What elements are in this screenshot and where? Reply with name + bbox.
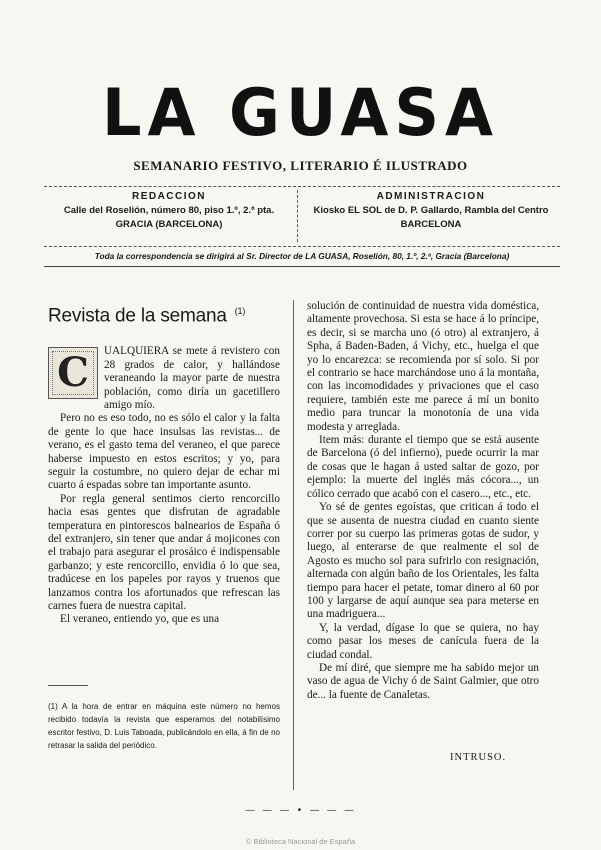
library-watermark: © Biblioteca Nacional de España [245,837,356,846]
bottom-ornament: — — — • — — — [245,805,356,816]
dropcap-ornament [48,347,98,399]
footnote-marker: (1) [234,306,246,316]
header-rule-bottom [44,266,560,267]
redaccion-address: Calle del Roselión, número 80, piso 1.º, 2.ª pta. [63,205,275,216]
author-signature: INTRUSO. [450,752,507,763]
article-right-column [307,300,539,702]
paragraph: Y, la verdad, dígase lo que se quiera, no hay como pasar los meses de canícula fuera de la ciudad condal. [307,621,539,661]
paragraph: Pero no es eso todo, no es sólo el calor y la falta de gente lo que hace insulsas las revistas... de verano, es el gasto tema del veraneo, el que parece haberse impuesto en estos escritos; y yo, para seguir la costumbre, no quiero dejar de echar mi cuarto á espadas sobre tan importante asunto. [48,412,280,492]
administracion-address: Kiosko EL SOL de D. P. Gallardo, Rambla del Centro [313,205,549,216]
masthead-subtitle: SEMANARIO FESTIVO, LITERARIO É ILUSTRADO [133,158,468,173]
paragraph: El veraneo, entiendo yo, que es una [60,613,220,626]
dropcap-letter: C [57,349,89,397]
paragraph: UALQUIERA se mete á revistero con 28 grados de calor, y hallándose veraneando la mayor parte de nuestra población, como diría un gacetillero amigo mío. [104,345,280,411]
article-title [48,300,280,327]
header-rule-middle [44,246,560,247]
administracion-city: BARCELONA [400,219,462,230]
article-title-text: Revista de la semana [48,305,227,327]
administracion-block [300,190,562,232]
administracion-heading: ADMINISTRACION [376,191,486,202]
article-left-column [48,300,280,627]
column-divider [293,300,294,790]
redaccion-heading: REDACCION [131,191,207,202]
paragraph: Yo sé de gentes egoístas, que critican á todo el que se ausenta de nuestra ciudad en cuanto siente correr por su cuerpo las primeras gotas de sudor, y luego, al enterarse de que realmente el sol de Agosto es mucho sol para sufrirlo con resignación, alternada con algún baño de los Orientales, les falta tiempo para hacer el petate, tomar dinero al 60 por 100 y largarse de aquí aunque sea para meterse en una madriguera... [307,501,539,621]
footnote-rule [48,685,88,686]
paragraph: Item más: durante el tiempo que se está ausente de Barcelona (ó del infierno), puede ocurrir la mar de cosas que le hagan á usted saltar de gozo, por ejemplo: la muerte del inglés más cócora..., un cólico cerrado que acabó con el casero..., etc., etc. [307,434,539,500]
masthead-title: LA GUASA [101,74,500,151]
paragraph: Por regla general sentimos cierto rencorcillo hacia esas gentes que disfrutan de agradable temperatura en pintorescos balnearios de España ó del extranjero, sin tener que andar á mojicones con el trabajo para asegurar el prosáico é indispensable garbanzo; y este rencorcillo, envidia ó lo que sea, tradúcese en los papeles por rayos y truenos que lanzamos contra los afortunados que refrescan las carnes fuera de nuestra capital. [48,492,280,613]
correspondence-note: Toda la correspondencia se dirigirá al Sr. Director de LA GUASA, Roselión, 80, 1.º, 2.ª, Gracia (Barcelona) [94,251,510,261]
paragraph: solución de continuidad de nuestra vida doméstica, altamente provechosa. Si esta se hace á lo príncipe, es decir, si se marcha uno (ó otro) al extranjero, á Spha, á Baden-Baden, á Vichy, etc., huelga el que yo lo encarezca: se recomienda por sí solo. Si por el contrario se hace marchándose uno á la montaña, con las incomodidades y privaciones que el caso requiere, también este me parece á mí un bonito medio para truncar la monotonía de una vida modesta y arreglada. [307,300,539,433]
paragraph: De mí diré, que siempre me ha sabido mejor un vaso de agua de Vichy ó de Saint Galmier, que otro de... la fuente de Canaletas. [307,661,539,701]
header-rule-top [44,186,560,187]
header-divider [297,190,298,242]
redaccion-block [44,190,294,232]
redaccion-city: GRACIA (BARCELONA) [115,219,223,230]
footnote: (1) A la hora de entrar en máquina este número no hemos recibido todavía la revista que esperamos del notabilísimo escritor festivo, D. Luis Taboada, publicándolo en ella, á fin de no retrasar la salida del periódico. [48,702,280,750]
